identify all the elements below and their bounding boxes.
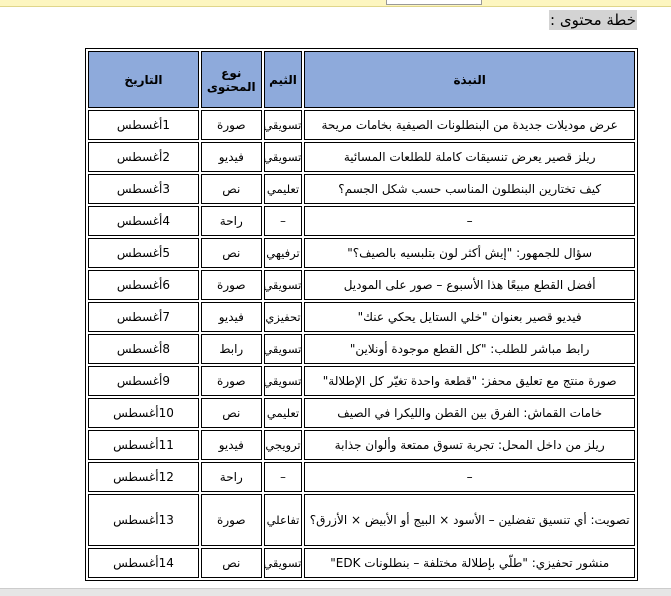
cell-type: رابط [201,334,262,364]
top-info-bar [0,0,671,7]
cell-theme: تحفيزي [264,302,303,332]
table-header-row [88,51,635,108]
cell-type: راحة [201,206,262,236]
cell-theme: تسويقي [264,270,303,300]
cell-type: نص [201,398,262,428]
cell-theme: – [264,206,303,236]
cell-pitch: خامات القماش: الفرق بين القطن والليكرا في الصيف [304,398,635,428]
cell-theme: – [264,462,303,492]
table-row [88,174,635,204]
cell-theme: تسويقي [264,548,303,578]
cell-date: 9أغسطس [88,366,199,396]
table-row [88,142,635,172]
table-row [88,334,635,364]
cell-pitch: سؤال للجمهور: "إيش أكثر لون بتلبسيه بالصيف؟" [304,238,635,268]
cell-pitch: تصويت: أي تنسيق تفضلين – الأسود × البيج أو الأبيض × الأزرق؟ [304,494,635,546]
header-theme: الثيم [264,51,303,108]
cell-pitch: أفضل القطع مبيعًا هذا الأسبوع – صور على الموديل [304,270,635,300]
cell-date: 12أغسطس [88,462,199,492]
cell-pitch: صورة منتج مع تعليق محفز: "قطعة واحدة تغيّر كل الإطلالة" [304,366,635,396]
cell-date: 2أغسطس [88,142,199,172]
table-row [88,366,635,396]
cell-pitch: فيديو قصير بعنوان "خلي الستايل يحكي عنك" [304,302,635,332]
table-row [88,398,635,428]
header-type: نوع المحتوى [201,51,262,108]
cell-type: فيديو [201,142,262,172]
cell-theme: تسويقي [264,110,303,140]
cell-type: نص [201,548,262,578]
table-row [88,270,635,300]
cell-pitch: – [304,462,635,492]
cell-type: فيديو [201,302,262,332]
cell-pitch: رابط مباشر للطلب: "كل القطع موجودة أونلاين" [304,334,635,364]
cell-pitch: – [304,206,635,236]
cell-date: 14أغسطس [88,548,199,578]
cell-date: 4أغسطس [88,206,199,236]
header-pitch: النبذة [304,51,635,108]
cell-theme: تسويقي [264,334,303,364]
cell-pitch: كيف تختارين البنطلون المناسب حسب شكل الجسم؟ [304,174,635,204]
table-row [88,548,635,578]
top-bar-box [386,0,482,5]
table-row [88,462,635,492]
cell-pitch: ريلز من داخل المحل: تجربة تسوق ممتعة وألوان جذابة [304,430,635,460]
cell-type: نص [201,174,262,204]
header-date: التاريخ [88,51,199,108]
table-row [88,238,635,268]
table-row [88,206,635,236]
page-title: خطة محتوى : [550,11,636,29]
cell-type: راحة [201,462,262,492]
cell-type: صورة [201,494,262,546]
content-plan-table [85,48,638,581]
cell-type: صورة [201,270,262,300]
cell-pitch: ريلز قصير يعرض تنسيقات كاملة للطلعات المسائية [304,142,635,172]
cell-pitch: عرض موديلات جديدة من البنطلونات الصيفية بخامات مريحة [304,110,635,140]
cell-type: صورة [201,366,262,396]
cell-theme: تسويقي [264,366,303,396]
cell-theme: ترفيهي [264,238,303,268]
cell-theme: تفاعلي [264,494,303,546]
table-row [88,430,635,460]
cell-type: صورة [201,110,262,140]
cell-date: 11أغسطس [88,430,199,460]
cell-type: فيديو [201,430,262,460]
cell-theme: ترويجي [264,430,303,460]
cell-pitch: منشور تحفيزي: "طلّي بإطلالة مختلفة – بنطلونات EDK" [304,548,635,578]
cell-date: 5أغسطس [88,238,199,268]
table-row [88,302,635,332]
cell-date: 3أغسطس [88,174,199,204]
cell-date: 8أغسطس [88,334,199,364]
cell-date: 1أغسطس [88,110,199,140]
cell-date: 7أغسطس [88,302,199,332]
cell-theme: تعليمي [264,398,303,428]
cell-theme: تعليمي [264,174,303,204]
cell-date: 6أغسطس [88,270,199,300]
cell-type: نص [201,238,262,268]
cell-date: 10أغسطس [88,398,199,428]
cell-theme: تسويقي [264,142,303,172]
table-row [88,494,635,546]
table-row [88,110,635,140]
cell-date: 13أغسطس [88,494,199,546]
